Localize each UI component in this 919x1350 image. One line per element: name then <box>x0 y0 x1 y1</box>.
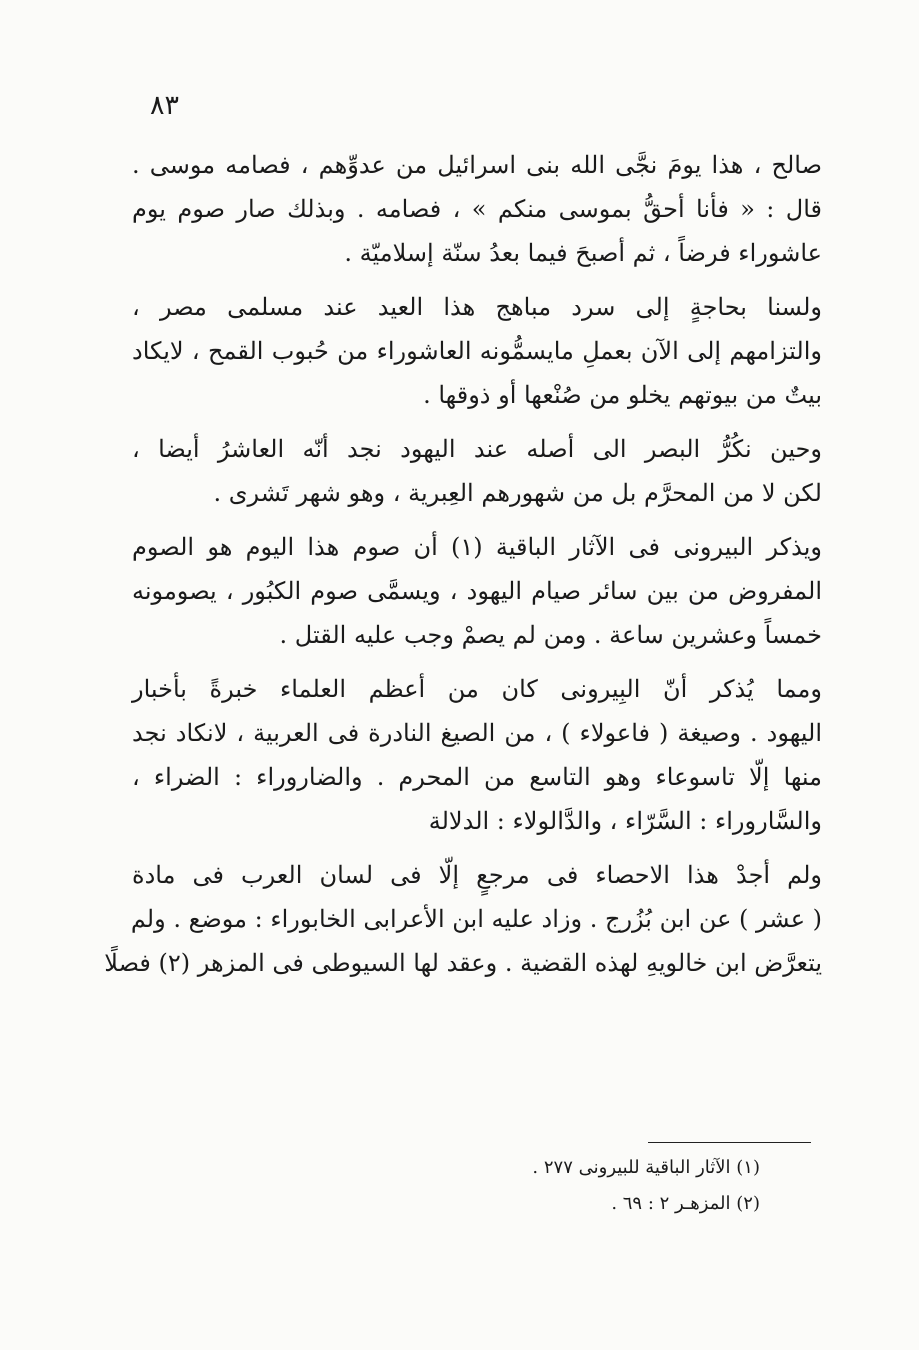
text-line: خمساً وعشرين ساعة . ومن لم يصمْ وجب عليه القتل . <box>279 621 822 649</box>
text-line: والتزامهم إلى الآن بعملِ مايسمُّونه العاشوراء من حُبوب القمح ، لايكاد <box>132 337 822 365</box>
paragraph <box>104 853 822 985</box>
text-line: المفروض من بين سائر صيام اليهود ، ويسمَّى صوم الكبُور ، يصومونه <box>132 577 822 605</box>
text-line: ويذكر البيرونى فى الآثار الباقية (١) أن صوم هذا اليوم هو الصوم <box>132 533 823 561</box>
paragraph <box>132 285 822 417</box>
page-number: ٨٣ <box>150 90 180 121</box>
text-line: والسَّاروراء : السَّرّاء ، والدَّالولاء : الدلالة <box>428 807 822 835</box>
text-line: ولسنا بحاجةٍ إلى سرد مباهج هذا العيد عند مسلمى مصر ، <box>132 293 822 321</box>
text-line: عاشوراء فرضاً ، ثم أصبحَ فيما بعدُ سنّة إسلاميّة . <box>344 239 822 267</box>
footnotes <box>430 1150 760 1222</box>
footnote: (٢) المزهـر ٢ : ٦٩ . <box>611 1193 760 1214</box>
text-line: صالح ، هذا يومَ نجَّى الله بنى اسرائيل من عدوِّهم ، فصامه موسى . <box>132 151 823 179</box>
footnote-separator <box>648 1142 811 1143</box>
text-line: ( عشر ) عن ابن بُزُرج . وزاد عليه ابن الأعرابى الخابوراء : موضع . ولم <box>130 905 822 933</box>
paragraph <box>132 143 822 275</box>
text-line: بيتٌ من بيوتهم يخلو من صُنْعها أو ذوقها . <box>423 381 822 409</box>
text-line: منها إلّا تاسوعاء وهو التاسع من المحرم . والضاروراء : الضراء ، <box>132 763 822 791</box>
text-line: وحين نكُرُّ البصر الى أصله عند اليهود نجد أنّه العاشرُ أيضا ، <box>132 435 822 463</box>
text-line: ولم أجدْ هذا الاحصاء فى مرجعٍ إلّا فى لسان العرب فى مادة <box>132 861 822 889</box>
paragraph <box>132 427 822 515</box>
text-line: ومما يُذكر أنّ البِيرونى كان من أعظم العلماء خبرةً بأخبار <box>132 675 822 703</box>
footnote: (١) الآثار الباقية للبيرونى ٢٧٧ . <box>532 1157 760 1178</box>
text-line: لكن لا من المحرَّم بل من شهورهم العِبرية ، وهو شهر تَشرى . <box>213 479 822 507</box>
text-line: اليهود . وصيغة ( فاعولاء ) ، من الصيغ النادرة فى العربية ، لانكاد نجد <box>132 719 822 747</box>
text-line: يتعرَّض ابن خالويهِ لهذه القضية . وعقد لها السيوطى فى المزهر (٢) فصلًا <box>104 949 822 977</box>
paragraph <box>132 525 822 657</box>
text-line: قال : « فأنا أحقُّ بموسى منكم » ، فصامه . وبذلك صار صوم يوم <box>132 195 823 223</box>
paragraph <box>132 667 822 843</box>
body-text <box>104 143 823 995</box>
